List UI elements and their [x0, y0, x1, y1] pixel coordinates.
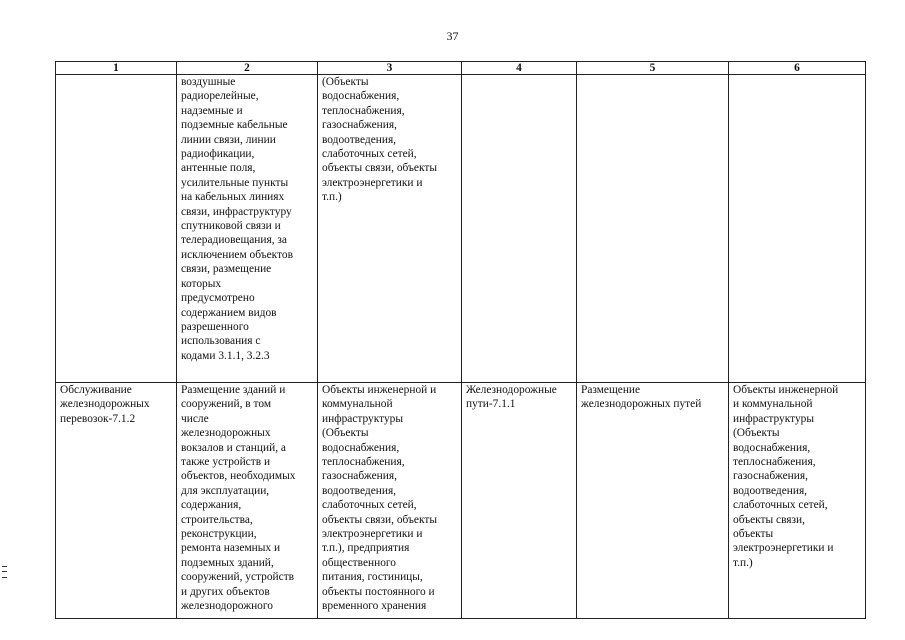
cell-text: Размещение железнодорожных путей [581, 384, 702, 411]
zoning-table [55, 61, 866, 619]
table-cell [318, 75, 462, 383]
table-cell [729, 383, 866, 619]
table-cell [577, 383, 729, 619]
table-row [56, 75, 866, 383]
table-cell [56, 383, 177, 619]
table-cell [318, 383, 462, 619]
column-header-1: 1 [56, 62, 177, 75]
cell-text: Размещение зданий и сооружений, в том числе железнодорожных вокзалов и станций, а также устройств и объектов, необходимых для эксплуатации, содержания, строительства, реконструкции, ремонта наземных и подземных зданий, сооружений, устройств и других объектов железнодорожного [181, 384, 296, 613]
table-cell [56, 75, 177, 383]
cell-text: Обслуживание железнодорожных перевозок-7.1.2 [60, 384, 150, 425]
table-cell [462, 383, 577, 619]
cell-text: воздушные радиорелейные, надземные и подземные кабельные линии связи, линии радиофикации, антенные поля, усилительные пункты на кабельных линиях связи, инфраструктуру спутниковой связи и телерадиовещания, за исключением объектов связи, размещение которых предусмотрено содержанием видов разрешенного использования с кодами 3.1.1, 3.2.3 [181, 76, 293, 362]
header-row [56, 62, 866, 75]
table-cell [577, 75, 729, 383]
table-row [56, 383, 866, 619]
column-header-4: 4 [462, 62, 577, 75]
cell-text: (Объекты водоснабжения, теплоснабжения, газоснабжения, водоотведения, слаботочных сетей, объекты связи, объекты электроэнергетики и т.п.) [322, 76, 437, 204]
page-number: 37 [446, 29, 459, 43]
margin-mark [2, 566, 7, 578]
column-header-3: 3 [318, 62, 462, 75]
cell-text: Объекты инженерной и коммунальной инфраструктуры (Объекты водоснабжения, теплоснабжения, газоснабжения, водоотведения, слаботочных сетей, объекты связи, объекты электроэнергетики и т.п.) [733, 384, 839, 569]
column-header-6: 6 [729, 62, 866, 75]
column-header-2: 2 [177, 62, 318, 75]
table-cell [729, 75, 866, 383]
table-cell [177, 383, 318, 619]
cell-text: Железнодорожные пути-7.1.1 [466, 384, 557, 411]
table-cell [177, 75, 318, 383]
table-cell [462, 75, 577, 383]
column-header-5: 5 [577, 62, 729, 75]
cell-text: Объекты инженерной и коммунальной инфраструктуры (Объекты водоснабжения, теплоснабжения, газоснабжения, водоотведения, слаботочных сетей, объекты связи, объекты электроэнергетики и т.п.), предприятия общественного питания, гостиницы, объекты постоянного и временного хранения [322, 384, 437, 613]
